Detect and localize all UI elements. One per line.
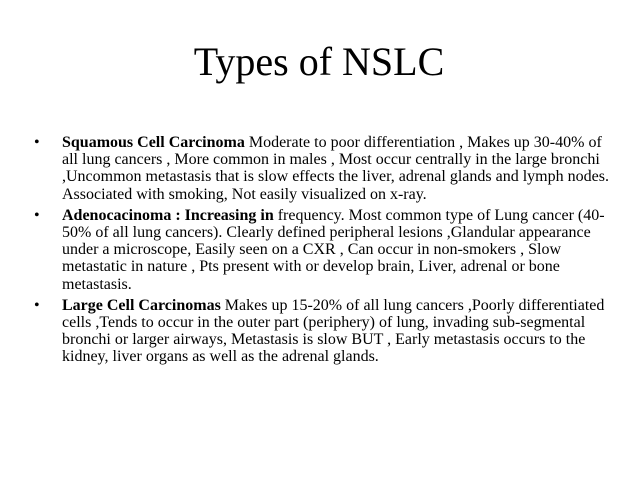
bullet-item-squamous xyxy=(30,134,615,203)
bullet-icon: • xyxy=(34,296,40,314)
bullet-text: Moderate to poor differentiation , Makes up 30-40% of all lung cancers , More common in males , Most occur centrally in the large bronchi ,Uncommon metastasis that is slow effects the liver, adrenal glands and lymph nodes. Associated with smoking, Not easily visualized on x-ray. xyxy=(62,134,609,203)
bullet-heading: Squamous Cell Carcinoma xyxy=(62,134,245,151)
slide-title: Types of NSLC xyxy=(193,39,445,84)
bullet-list xyxy=(30,134,615,370)
bullet-heading: Large Cell Carcinomas xyxy=(62,296,221,314)
bullet-text: frequency. Most common type of Lung cancer (40-50% of all lung cancers). Clearly defined peripheral lesions ,Glandular appearance under a microscope, Easily seen on a CXR , Can occur in non-smokers , Slow metastatic in nature , Pts present with or develop brain, Liver, adrenal or bone metastasis. xyxy=(62,206,605,293)
bullet-icon: • xyxy=(34,134,40,151)
bullet-item-large-cell xyxy=(30,297,615,366)
bullet-item-adenocarcinoma xyxy=(30,207,615,293)
bullet-icon: • xyxy=(34,206,40,224)
bullet-text: Makes up 15-20% of all lung cancers ,Poorly differentiated cells ,Tends to occur in the outer part (periphery) of lung, invading sub-segmental bronchi or larger airways, Metastasis is slow BUT , Early metastasis occurs to the kidney, liver organs as well as the adrenal glands. xyxy=(62,296,605,366)
bullet-heading: Adenocacinoma : Increasing in xyxy=(62,206,274,224)
